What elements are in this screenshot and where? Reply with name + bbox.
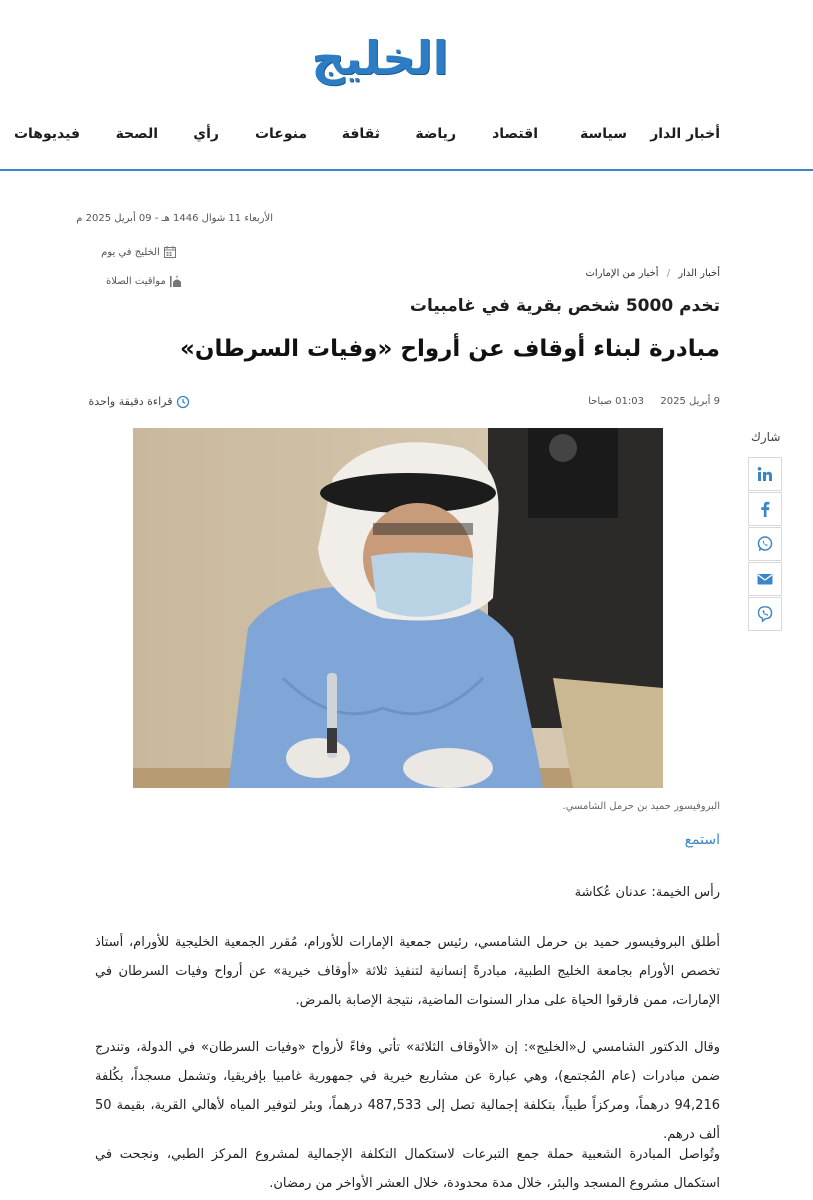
nav-item-news[interactable]: أخبار الدار [650, 126, 720, 142]
daily-link[interactable] [101, 245, 177, 259]
breadcrumb-home[interactable]: أخبار الدار [678, 268, 720, 279]
share-label: شارك [751, 430, 781, 444]
nav-item-videos[interactable]: فيديوهات [13, 126, 80, 142]
read-time [89, 395, 190, 409]
mosque-icon [169, 274, 183, 288]
article-subtitle: تخدم 5000 شخص بقرية في غامبيات [409, 296, 720, 316]
share-linkedin-button[interactable] [748, 457, 782, 491]
doctor-photo-illustration [133, 428, 663, 788]
article-photo [133, 428, 663, 788]
share-bar [748, 457, 784, 632]
article-paragraph: وقال الدكتور الشامسي ل«الخليج»: إن «الأوقاف الثلاثة» تأتي وفاءً لأرواح «وفيات السرطان» في الدولة، وتندرج ضمن مبادرات (عام المُجتمع)، وهي عبارة عن مشاريع خيرية في جمهورية غامبيا بإفريقيا، وتشمل مسجداً، بكُلفة 94,216 درهماً، ومركزاً طبياً، بتكلفة إجمالية تصل إلى 487,533 درهماً، وبئر لتوفير المياه لأهالي القرية، بقيمة 50 ألف درهم. [95, 1040, 720, 1142]
logo-text: الخليج [311, 30, 449, 85]
nav-item-economy[interactable]: اقتصاد [492, 126, 538, 142]
read-time-label: قراءة دقيقة واحدة [88, 395, 173, 408]
facebook-icon [756, 500, 774, 518]
daily-link-label: الخليج في يوم [101, 247, 160, 258]
breadcrumb-separator: / [666, 268, 671, 279]
nav-item-culture[interactable]: ثقافة [341, 126, 380, 142]
article-byline: رأس الخيمة: عدنان عُكاشة [574, 885, 720, 900]
email-icon [756, 570, 774, 588]
date-line: الأربعاء 11 شوال 1446 هـ - 09 أبريل 2025 م [76, 213, 273, 224]
nav-item-sports[interactable]: رياضة [415, 126, 456, 142]
listen-button[interactable]: استمع [684, 832, 720, 848]
article-paragraph: أطلق البروفيسور حميد بن حرمل الشامسي، رئيس جمعية الإمارات للأورام، مُقرر الجمعية الخليجية للأورام، أستاذ تخصص الأورام بجامعة الخليج الطبية، مبادرةً إنسانية لتنفيذ ثلاثة «أوقاف خيرية» عن أرواح وفيات السرطان في الإمارات، ممن فارقوا الحياة على مدار السنوات الماضية، نتيجة الإصابة بالمرض. [95, 935, 720, 1008]
clock-icon [176, 395, 190, 409]
nav-item-opinion[interactable]: رأي [193, 126, 219, 142]
share-facebook-button[interactable] [748, 492, 782, 526]
nav-item-misc[interactable]: منوعات [254, 126, 307, 142]
article-date: 9 أبريل 2025 [660, 396, 720, 407]
article-paragraph: وتُواصل المبادرة الشعبية حملة جمع التبرعات لاستكمال التكلفة الإجمالية لمشروع المركز الطبي، ونجحت في استكمال مشروع المسجد والبئر، خلال مدة محدودة، خلال العشر الأواخر من رمضان. [95, 1147, 720, 1191]
breadcrumb-section[interactable]: أخبار من الإمارات [585, 268, 659, 279]
prayer-link-label: مواقيت الصلاة [106, 276, 166, 287]
share-whatsapp-button[interactable] [748, 527, 782, 561]
nav-divider [0, 169, 813, 171]
nav-item-politics[interactable]: سياسة [580, 126, 627, 142]
article-title: مبادرة لبناء أوقاف عن أرواح «وفيات السرطان» [180, 336, 720, 362]
article-time: 01:03 صباحا [588, 396, 644, 407]
share-viber-button[interactable] [748, 597, 782, 631]
article-datetime [588, 396, 720, 407]
calendar-icon [163, 245, 177, 259]
nav-item-health[interactable]: الصحة [115, 126, 158, 142]
main-nav [0, 118, 813, 152]
linkedin-icon [756, 465, 774, 483]
share-email-button[interactable] [748, 562, 782, 596]
breadcrumb [585, 268, 720, 279]
site-logo[interactable] [300, 30, 460, 85]
whatsapp-icon [756, 535, 774, 553]
viber-icon [756, 605, 774, 623]
prayer-link[interactable] [106, 274, 183, 288]
photo-caption: البروفيسور حميد بن حرمل الشامسي. [562, 801, 720, 812]
